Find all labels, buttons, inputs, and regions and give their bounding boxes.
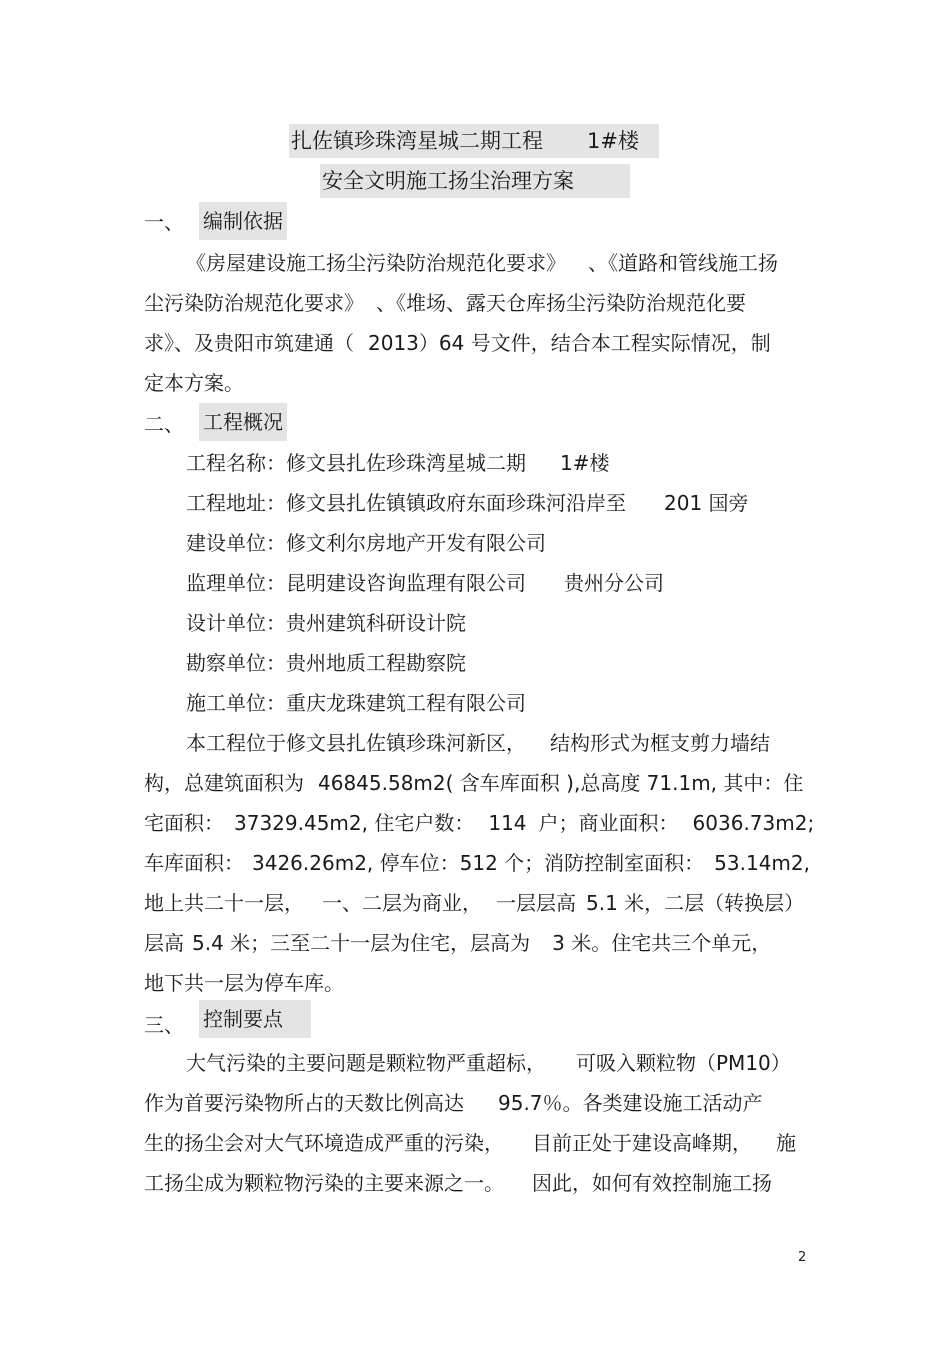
s2-para-3-b: 37329.45m2, 住宅户数：: [234, 811, 475, 835]
s2-item-6: [186, 648, 466, 678]
s1-line-2-b: 、《堆场、露天仓库扬尘污染防治规范化要: [376, 291, 746, 315]
s2-para-6-c: 3 米。住宅共三个单元，: [552, 931, 772, 955]
s2-para-5-a: 地上共二十一层，: [144, 891, 304, 915]
page-number: 2: [798, 1250, 807, 1265]
title-text-b: 1#楼: [587, 129, 639, 153]
s1-line-1-a: 《房屋建设施工扬尘污染防治规范化要求》: [186, 251, 566, 275]
s3-para-4-b: 因此，如何有效控制施工扬: [532, 1171, 772, 1195]
section-3-number: 三、: [144, 1013, 184, 1037]
s2-item-4-a: 监理单位：昆明建设咨询监理有限公司: [186, 571, 526, 595]
document-title-line-1: [289, 124, 659, 158]
s2-item-6-a: 勘察单位：贵州地质工程勘察院: [186, 651, 466, 675]
s2-item-3: [186, 528, 546, 558]
s2-item-2: [186, 488, 749, 518]
s2-para-line-6: [144, 928, 771, 958]
s2-para-6-a: 层高: [144, 931, 184, 955]
s3-para-1-a: 大气污染的主要问题是颗粒物严重超标，: [186, 1051, 546, 1075]
s2-para-5-b: 一、二层为商业，: [322, 891, 482, 915]
s3-para-line-1: [186, 1048, 791, 1078]
s2-para-line-2: [144, 768, 803, 798]
s2-para-3-c: 114: [488, 811, 527, 835]
s2-para-3-a: 宅面积：: [144, 811, 224, 835]
s2-para-3-d: 户；商业面积：: [538, 811, 679, 835]
section-2-number: 二、: [144, 412, 184, 436]
s1-line-2: [144, 288, 746, 318]
title-text-a: 扎佐镇珍珠湾星城二期工程: [291, 129, 543, 153]
s3-para-line-2: [144, 1088, 763, 1118]
s3-para-1-b: 可吸入颗粒物（PM10）: [576, 1051, 791, 1075]
s2-item-2-b: 201 国旁: [664, 491, 749, 515]
section-2-heading: 工程概况: [199, 403, 287, 441]
s2-para-1-a: 本工程位于修文县扎佐镇珍珠河新区，: [186, 731, 526, 755]
s2-para-2-a: 构，总建筑面积为: [144, 771, 304, 795]
section-1-heading: 编制依据: [199, 202, 287, 240]
s3-para-2-b: 95.7％。各类建设施工活动产: [498, 1091, 763, 1115]
s2-para-5-d: 5.1 米，二层（转换层）: [586, 891, 805, 915]
s2-para-line-4: [144, 848, 810, 878]
s3-para-2-a: 作为首要污染物所占的天数比例高达: [144, 1091, 464, 1115]
s2-item-7-a: 施工单位：重庆龙珠建筑工程有限公司: [186, 691, 526, 715]
s2-item-4-b: 贵州分公司: [564, 571, 664, 595]
s2-para-2-b: 46845.58m2( 含车库面积 ),总高度 71.1m, 其中：住: [318, 771, 804, 795]
s2-item-3-a: 建设单位：修文利尔房地产开发有限公司: [186, 531, 546, 555]
title-text-line2: 安全文明施工扬尘治理方案: [322, 169, 574, 193]
s1-line-4: [144, 368, 244, 398]
s1-line-3-a: 求》、及贵阳市筑建通（: [144, 331, 354, 355]
s1-line-1-b: 、《道路和管线施工扬: [588, 251, 778, 275]
s2-para-line-5: [144, 888, 804, 918]
s2-item-1: [186, 448, 609, 478]
s2-para-4-b: 3426.26m2, 停车位：512 个；消防控制室面积：: [252, 851, 705, 875]
s2-item-5: [186, 608, 466, 638]
s2-para-4-a: 车库面积：: [144, 851, 244, 875]
s2-item-5-a: 设计单位：贵州建筑科研设计院: [186, 611, 466, 635]
s1-line-3-b: 2013）64 号文件，结合本工程实际情况，制: [368, 331, 771, 355]
s3-para-3-b: 目前正处于建设高峰期，: [532, 1131, 752, 1155]
document-title-line-2: [320, 164, 630, 198]
s3-para-line-4: [144, 1168, 772, 1198]
s2-item-1-a: 工程名称：修文县扎佐珍珠湾星城二期: [186, 451, 526, 475]
s2-para-7-a: 地下共一层为停车库。: [144, 971, 344, 995]
s2-para-line-3: [144, 808, 814, 838]
s2-para-3-e: 6036.73m2;: [692, 811, 815, 835]
s1-line-3: [144, 328, 771, 358]
section-1-number: 一、: [144, 210, 184, 234]
s1-line-4-a: 定本方案。: [144, 371, 244, 395]
s2-para-1-b: 结构形式为框支剪力墙结: [550, 731, 770, 755]
s2-para-line-1: [186, 728, 770, 758]
s3-para-3-c: 施: [776, 1131, 796, 1155]
s1-line-2-a: 尘污染防治规范化要求》: [144, 291, 364, 315]
s3-para-4-a: 工扬尘成为颗粒物污染的主要来源之一。: [144, 1171, 504, 1195]
s2-item-1-b: 1#楼: [560, 451, 610, 475]
s2-para-6-b: 5.4 米；三至二十一层为住宅，层高为: [192, 931, 531, 955]
s3-para-line-3: [144, 1128, 796, 1158]
s2-para-line-7: [144, 968, 344, 998]
section-3-heading: 控制要点: [199, 1000, 311, 1038]
s2-para-4-c: 53.14m2,: [714, 851, 810, 875]
s2-item-4: [186, 568, 664, 598]
s1-line-1: [186, 248, 778, 278]
s3-para-3-a: 生的扬尘会对大气环境造成严重的污染，: [144, 1131, 504, 1155]
s2-item-7: [186, 688, 526, 718]
s2-para-5-c: 一层层高: [496, 891, 576, 915]
s2-item-2-a: 工程地址：修文县扎佐镇镇政府东面珍珠河沿岸至: [186, 491, 626, 515]
